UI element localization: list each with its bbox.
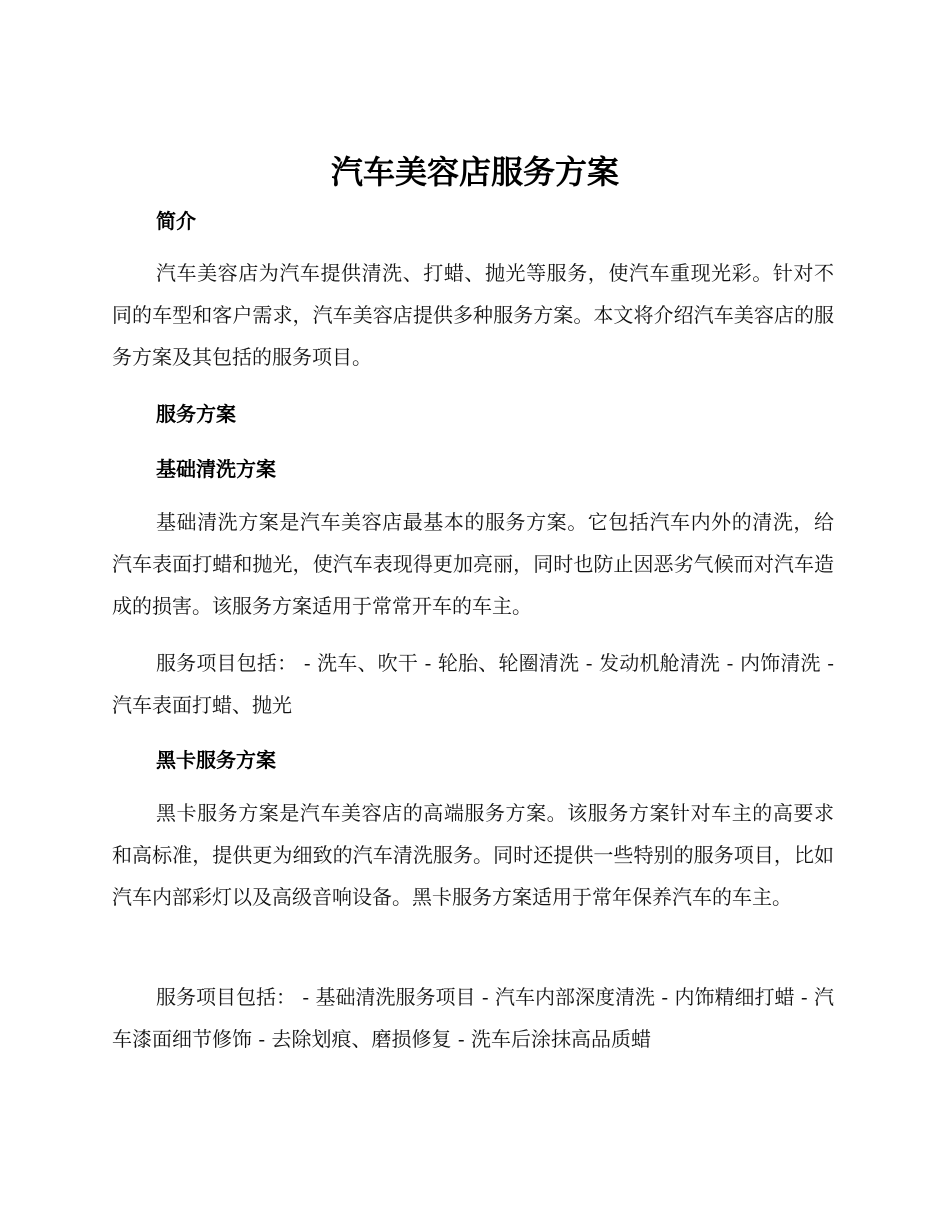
black-card-description: 黑卡服务方案是汽车美容店的高端服务方案。该服务方案针对车主的高要求和高标准，提供更为细致的汽车清洗服务。同时还提供一些特别的服务项目，比如汽车内部彩灯以及高级音响设备。黑卡服务方案适用于常年保养汽车的车主。 xyxy=(112,801,834,909)
section-heading-black-card: 黑卡服务方案 xyxy=(156,748,276,772)
section-heading-intro: 简介 xyxy=(156,209,196,233)
basic-wash-service-items: 服务项目包括： - 洗车、吹干 - 轮胎、轮圈清洗 - 发动机舱清洗 - 内饰清洗 - 汽车表面打蜡、抛光 xyxy=(112,651,834,717)
section-heading-service-plans: 服务方案 xyxy=(156,402,236,426)
black-card-service-items: 服务项目包括： - 基础清洗服务项目 - 汽车内部深度清洗 - 内饰精细打蜡 - 汽车漆面细节修饰 - 去除划痕、磨损修复 - 洗车后涂抹高品质蜡 xyxy=(112,985,834,1051)
section-heading-basic-wash: 基础清洗方案 xyxy=(156,457,276,481)
basic-wash-description: 基础清洗方案是汽车美容店最基本的服务方案。它包括汽车内外的清洗，给汽车表面打蜡和抛光，使汽车表现得更加亮丽，同时也防止因恶劣气候而对汽车造成的损害。该服务方案适用于常常开车的车主。 xyxy=(112,510,834,618)
document-title: 汽车美容店服务方案 xyxy=(330,153,619,191)
intro-paragraph: 汽车美容店为汽车提供清洗、打蜡、抛光等服务，使汽车重现光彩。针对不同的车型和客户需求，汽车美容店提供多种服务方案。本文将介绍汽车美容店的服务方案及其包括的服务项目。 xyxy=(112,261,834,369)
